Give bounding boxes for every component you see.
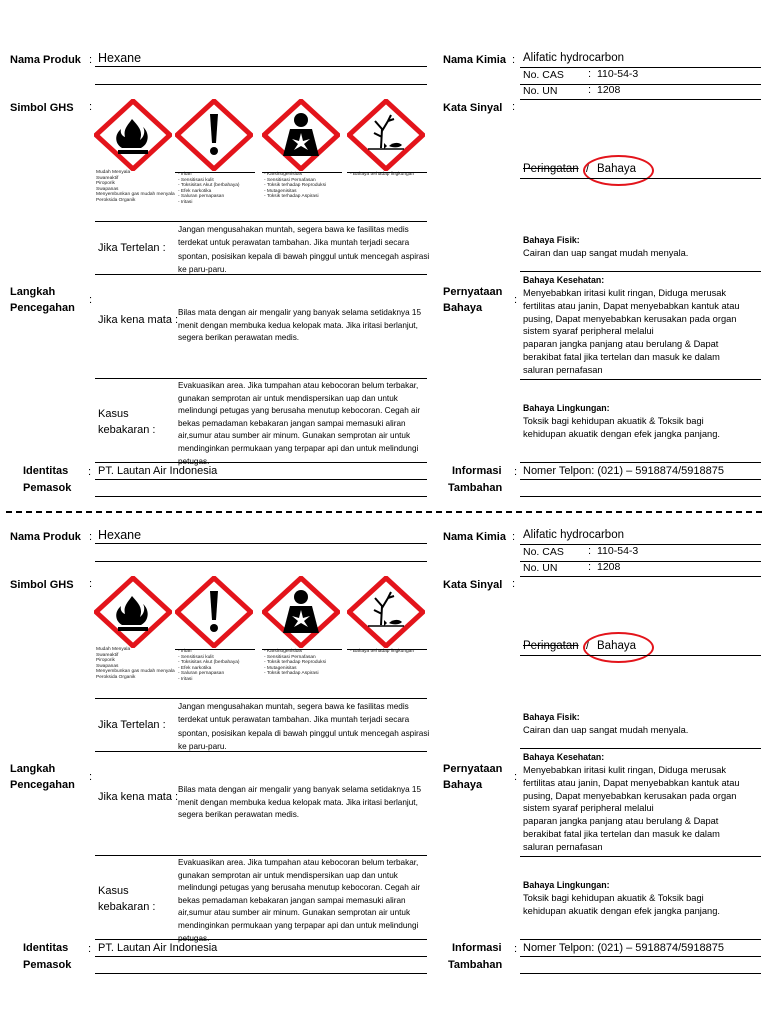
- flame-icon: [94, 576, 172, 648]
- legend-line: [175, 172, 255, 173]
- fire-label-1: Kasus: [98, 408, 129, 420]
- text-line: air,sumur atau sumber air minum. Gunakan semprotan air untuk: [178, 908, 411, 918]
- environment-hazard-title: Bahaya Lingkungan:: [523, 880, 610, 890]
- text-line: - Bahaya terhadap lingkungan: [350, 172, 415, 177]
- ghs-legend-flame: [96, 170, 175, 204]
- section-line: [95, 751, 427, 752]
- text-line: kehidupan akuatik dengan efek jangka panjang.: [523, 428, 720, 439]
- text-line: - Efek narkotika: [178, 188, 212, 194]
- field-line: [520, 99, 761, 100]
- signal-word-danger: Bahaya: [597, 640, 637, 652]
- section-line: [95, 221, 427, 222]
- text-line: Menyembunkan gas mudah menyala: [96, 669, 175, 675]
- text-line: fertilitas atau janin, Dapat menyebabkan kantuk atau: [523, 300, 740, 311]
- chemical-name-label: Nama Kimia: [443, 54, 506, 66]
- colon: :: [88, 466, 92, 478]
- text-line: Peroksida Organik: [96, 674, 136, 680]
- colon: :: [89, 101, 93, 113]
- text-line: saluran pernafasan: [523, 841, 603, 852]
- hazard-statement-label-1: Pernyataan: [443, 286, 503, 298]
- hazard-statement-label-2: Bahaya: [443, 302, 483, 314]
- text-line: melindungi petugas yang berusaha menutup kebocoran. Cegah air: [178, 406, 421, 416]
- product-name-value: Hexane: [98, 51, 142, 65]
- text-line: melindungi petugas yang berusaha menutup kebocoran. Cegah air: [178, 883, 421, 893]
- colon: :: [512, 531, 516, 543]
- text-line: gunakan semprotan air untuk mendispersikan uap dan untuk: [178, 393, 398, 403]
- precaution-label-2: Pencegahan: [10, 302, 75, 314]
- section-line: [520, 271, 761, 272]
- cut-line: [6, 511, 762, 513]
- cas-label: No. CAS: [523, 546, 564, 558]
- text-line: - Sensitisasi Pernafasan: [264, 177, 316, 183]
- environment-hazard-text: [523, 892, 720, 918]
- field-line: [95, 496, 427, 497]
- environment-icon: [347, 576, 425, 648]
- text-line: Piroporik: [96, 181, 115, 187]
- text-line: sistem syaraf peripheral melalui: [523, 803, 654, 814]
- text-line: air,sumur atau sumber air minum. Gunakan semprotan air untuk: [178, 431, 411, 441]
- precaution-label-1: Langkah: [10, 763, 56, 775]
- colon: :: [514, 771, 518, 783]
- ghs-symbol-label: Simbol GHS: [10, 102, 74, 114]
- text-line: spontan, posisikan kepala di bawah pinggul untuk mencegah aspirasi: [178, 728, 430, 738]
- field-line: [95, 561, 427, 562]
- colon: :: [89, 578, 93, 590]
- health-hazard-title: Bahaya Kesehatan:: [523, 275, 605, 285]
- text-line: Cairan dan uap sangat mudah menyala.: [523, 248, 689, 258]
- text-line: paparan jangka panjang atau berulang & Dapat: [523, 816, 719, 827]
- text-line: - Bahaya terhadap lingkungan: [350, 649, 415, 654]
- eye-contact-text: [178, 307, 421, 345]
- ghs-legend-health: [264, 649, 326, 677]
- supplier-label-2: Pemasok: [23, 959, 72, 971]
- signal-word-danger: Bahaya: [597, 163, 637, 175]
- colon: :: [588, 561, 592, 573]
- text-line: Evakuasikan area. Jika tumpahan atau kebocoran belum terbakar,: [178, 858, 419, 867]
- text-line: terdekat untuk perawatan tambahan. Jika muntah terjadi secara: [178, 238, 410, 248]
- text-line: berakibat fatal jika tertelan dan masuk ke dalam: [523, 828, 720, 839]
- additional-info-label-1: Informasi: [452, 942, 502, 954]
- environment-hazard-text: [523, 415, 720, 441]
- text-line: pusing, Dapat menyebabkan kerusakan pada organ: [523, 313, 737, 324]
- field-line: [520, 462, 761, 463]
- physical-hazard-title: Bahaya Fisik:: [523, 235, 580, 245]
- fire-label-1: Kasus: [98, 885, 129, 897]
- exclamation-mark-icon: [175, 576, 253, 648]
- eye-contact-text: [178, 784, 421, 822]
- field-line: [520, 939, 761, 940]
- text-line: gunakan semprotan air untuk mendispersikan uap dan untuk: [178, 870, 398, 880]
- signal-word-highlight-circle: [583, 632, 654, 663]
- product-name-label: Nama Produk: [10, 54, 81, 66]
- colon: :: [514, 943, 518, 955]
- text-line: sistem syaraf peripheral melalui: [523, 326, 654, 337]
- signal-word-warning: Peringatan: [523, 163, 579, 175]
- legend-line: [175, 649, 255, 650]
- un-label: No. UN: [523, 562, 558, 574]
- text-line: Toksik bagi kehidupan akuatik & Toksik bagi: [523, 416, 704, 426]
- text-line: mendinginkan permukaan yang terpapar api dan untuk melindungi: [178, 920, 419, 930]
- precaution-label-2: Pencegahan: [10, 779, 75, 791]
- health-hazard-text: [523, 287, 740, 377]
- text-line: petugas.: [178, 933, 210, 943]
- text-line: Peroksida Organik: [96, 197, 136, 203]
- text-line: - Mutagenisitas: [264, 188, 297, 194]
- un-value: 1208: [597, 561, 621, 573]
- swallow-text: [178, 700, 429, 754]
- fire-label-2: kebakaran :: [98, 424, 156, 436]
- product-name-value: Hexane: [98, 528, 142, 542]
- field-line: [520, 655, 761, 656]
- text-line: - Sensitisasi kulit: [178, 177, 214, 183]
- field-line: [95, 462, 427, 463]
- environment-icon: [347, 99, 425, 171]
- field-line: [95, 479, 427, 480]
- text-line: - Saluran pernapasan: [178, 194, 225, 200]
- colon: :: [514, 466, 518, 478]
- ghs-symbol-label: Simbol GHS: [10, 579, 74, 591]
- field-line: [520, 973, 761, 974]
- field-line: [95, 973, 427, 974]
- text-line: Swapanas: [96, 663, 119, 669]
- text-line: - Saluran pernapasan: [178, 671, 225, 677]
- fire-label-2: kebakaran :: [98, 901, 156, 913]
- text-line: berakibat fatal jika tertelan dan masuk ke dalam: [523, 351, 720, 362]
- text-line: mendinginkan permukaan yang terpapar api dan untuk melindungi: [178, 443, 419, 453]
- field-line: [520, 496, 761, 497]
- fire-text: [178, 857, 420, 945]
- health-hazard-icon: [262, 99, 340, 171]
- text-line: bekas pemadaman kebakaran jangan sampai memasuki aliran: [178, 418, 406, 428]
- eye-contact-label: Jika kena mata :: [98, 791, 179, 803]
- field-line: [95, 84, 427, 85]
- text-line: Jangan mengusahakan muntah, segera bawa ke fasilitas medis: [178, 702, 409, 711]
- eye-contact-label: Jika kena mata :: [98, 314, 179, 326]
- section-line: [95, 378, 427, 379]
- text-line: Piroporik: [96, 658, 115, 664]
- chemical-name-value: Alifatic hydrocarbon: [523, 52, 624, 64]
- field-line: [520, 544, 761, 545]
- product-name-label: Nama Produk: [10, 531, 81, 543]
- text-line: - Toksik terhadap Aspirasi: [264, 671, 319, 677]
- field-line: [520, 67, 761, 68]
- section-line: [95, 274, 427, 275]
- text-line: - Iritan: [178, 172, 192, 177]
- precaution-label-1: Langkah: [10, 286, 56, 298]
- ghs-legend-flame: [96, 647, 175, 681]
- signal-word-label: Kata Sinyal: [443, 102, 503, 114]
- field-line: [95, 543, 427, 544]
- section-line: [520, 856, 761, 857]
- supplier-name: PT. Lautan Air Indonesia: [98, 942, 218, 954]
- text-line: ke paru-paru.: [178, 265, 227, 275]
- text-line: Swareaktif: [96, 175, 119, 181]
- colon: :: [89, 531, 93, 543]
- text-line: fertilitas atau janin, Dapat menyebabkan kantuk atau: [523, 777, 740, 788]
- field-line: [520, 178, 761, 179]
- phone-number: Nomer Telpon: (021) – 5918874/5918875: [523, 465, 725, 477]
- ghs-legend-exclamation: [178, 172, 240, 206]
- legend-line: [262, 649, 342, 650]
- legend-line: [262, 172, 342, 173]
- text-line: bekas pemadaman kebakaran jangan sampai memasuki aliran: [178, 895, 406, 905]
- supplier-name: PT. Lautan Air Indonesia: [98, 465, 218, 477]
- text-line: - Toksik terhadap Reproduksi: [264, 660, 327, 666]
- text-line: Menyebabkan iritasi kulit ringan, Diduga merusak: [523, 288, 727, 298]
- chemical-name-value: Alifatic hydrocarbon: [523, 529, 624, 541]
- text-line: menit dengan membuka kedua kelopak mata. Jika iritasi berlanjut,: [178, 320, 418, 330]
- text-line: - Mutagenisitas: [264, 665, 297, 671]
- text-line: - Sensitisasi kulit: [178, 654, 214, 660]
- colon: :: [512, 578, 516, 590]
- swallow-label: Jika Tertelan :: [98, 242, 166, 254]
- text-line: paparan jangka panjang atau berulang & Dapat: [523, 339, 719, 350]
- colon: :: [89, 294, 93, 306]
- fire-text: [178, 380, 420, 468]
- text-line: - Toksisitas Akut (berbahaya): [178, 183, 240, 189]
- signal-word-slash: /: [586, 640, 590, 652]
- legend-line: [347, 172, 427, 173]
- colon: :: [512, 54, 516, 66]
- colon: :: [588, 84, 592, 96]
- text-line: Cairan dan uap sangat mudah menyala.: [523, 725, 689, 735]
- flame-icon: [94, 99, 172, 171]
- text-line: Bilas mata dengan air mengalir yang banyak selama setidaknya 15: [178, 308, 422, 317]
- additional-info-label-1: Informasi: [452, 465, 502, 477]
- legend-line: [347, 649, 427, 650]
- field-line: [95, 66, 427, 67]
- hazard-statement-label-1: Pernyataan: [443, 763, 503, 775]
- text-line: Mudah Menyala: [96, 647, 131, 652]
- text-line: Menyebabkan iritasi kulit ringan, Diduga merusak: [523, 765, 727, 775]
- colon: :: [88, 943, 92, 955]
- cas-value: 110-54-3: [597, 68, 639, 80]
- colon: :: [512, 101, 516, 113]
- ghs-legend-exclamation: [178, 649, 240, 683]
- text-line: Jangan mengusahakan muntah, segera bawa ke fasilitas medis: [178, 225, 409, 234]
- additional-info-label-2: Tambahan: [448, 959, 503, 971]
- signal-word-label: Kata Sinyal: [443, 579, 503, 591]
- supplier-label-1: Identitas: [23, 942, 69, 954]
- text-line: Swareaktif: [96, 652, 119, 658]
- physical-hazard-text: [523, 247, 688, 260]
- signal-word-warning: Peringatan: [523, 640, 579, 652]
- text-line: - Iritasi: [178, 676, 193, 682]
- section-line: [520, 748, 761, 749]
- field-line: [95, 939, 427, 940]
- cas-label: No. CAS: [523, 69, 564, 81]
- un-value: 1208: [597, 84, 621, 96]
- swallow-text: [178, 223, 429, 277]
- text-line: - Efek narkotika: [178, 665, 212, 671]
- field-line: [520, 576, 761, 577]
- hazard-statement-label-2: Bahaya: [443, 779, 483, 791]
- environment-hazard-title: Bahaya Lingkungan:: [523, 403, 610, 413]
- cas-value: 110-54-3: [597, 545, 639, 557]
- health-hazard-icon: [262, 576, 340, 648]
- text-line: - Toksik terhadap Aspirasi: [264, 194, 319, 200]
- colon: :: [514, 294, 518, 306]
- text-line: segera berikan perawatan medis.: [178, 810, 300, 820]
- section-line: [95, 698, 427, 699]
- ghs-legend-health: [264, 172, 326, 200]
- text-line: ke paru-paru.: [178, 742, 227, 752]
- text-line: Mudah Menyala: [96, 170, 131, 175]
- colon: :: [588, 68, 592, 80]
- text-line: saluran pernafasan: [523, 364, 603, 375]
- text-line: - Toksisitas Akut (berbahaya): [178, 660, 240, 666]
- text-line: - Karsinogenisitas: [264, 649, 303, 654]
- text-line: Evakuasikan area. Jika tumpahan atau kebocoran belum terbakar,: [178, 381, 419, 390]
- text-line: petugas.: [178, 456, 210, 466]
- field-line: [520, 956, 761, 957]
- swallow-label: Jika Tertelan :: [98, 719, 166, 731]
- text-line: terdekat untuk perawatan tambahan. Jika muntah terjadi secara: [178, 715, 410, 725]
- additional-info-label-2: Tambahan: [448, 482, 503, 494]
- text-line: Menyembunkan gas mudah menyala: [96, 192, 175, 198]
- field-line: [520, 479, 761, 480]
- text-line: menit dengan membuka kedua kelopak mata. Jika iritasi berlanjut,: [178, 797, 418, 807]
- phone-number: Nomer Telpon: (021) – 5918874/5918875: [523, 942, 725, 954]
- health-hazard-text: [523, 764, 740, 854]
- text-line: Swapanas: [96, 186, 119, 192]
- text-line: kehidupan akuatik dengan efek jangka panjang.: [523, 905, 720, 916]
- supplier-label-2: Pemasok: [23, 482, 72, 494]
- supplier-label-1: Identitas: [23, 465, 69, 477]
- text-line: pusing, Dapat menyebabkan kerusakan pada organ: [523, 790, 737, 801]
- text-line: segera berikan perawatan medis.: [178, 333, 300, 343]
- text-line: spontan, posisikan kepala di bawah pinggul untuk mencegah aspirasi: [178, 251, 430, 261]
- colon: :: [89, 54, 93, 66]
- health-hazard-title: Bahaya Kesehatan:: [523, 752, 605, 762]
- colon: :: [89, 771, 93, 783]
- text-line: - Iritan: [178, 649, 192, 654]
- text-line: Bilas mata dengan air mengalir yang banyak selama setidaknya 15: [178, 785, 422, 794]
- text-line: - Sensitisasi Pernafasan: [264, 654, 316, 660]
- field-line: [95, 956, 427, 957]
- section-line: [95, 855, 427, 856]
- text-line: - Iritasi: [178, 199, 193, 205]
- signal-word-slash: /: [586, 163, 590, 175]
- text-line: - Toksik terhadap Reproduksi: [264, 183, 327, 189]
- un-label: No. UN: [523, 85, 558, 97]
- text-line: - Karsinogenisitas: [264, 172, 303, 177]
- text-line: Toksik bagi kehidupan akuatik & Toksik bagi: [523, 893, 704, 903]
- chemical-name-label: Nama Kimia: [443, 531, 506, 543]
- colon: :: [588, 545, 592, 557]
- signal-word-highlight-circle: [583, 155, 654, 186]
- section-line: [520, 379, 761, 380]
- physical-hazard-text: [523, 724, 688, 737]
- physical-hazard-title: Bahaya Fisik:: [523, 712, 580, 722]
- exclamation-mark-icon: [175, 99, 253, 171]
